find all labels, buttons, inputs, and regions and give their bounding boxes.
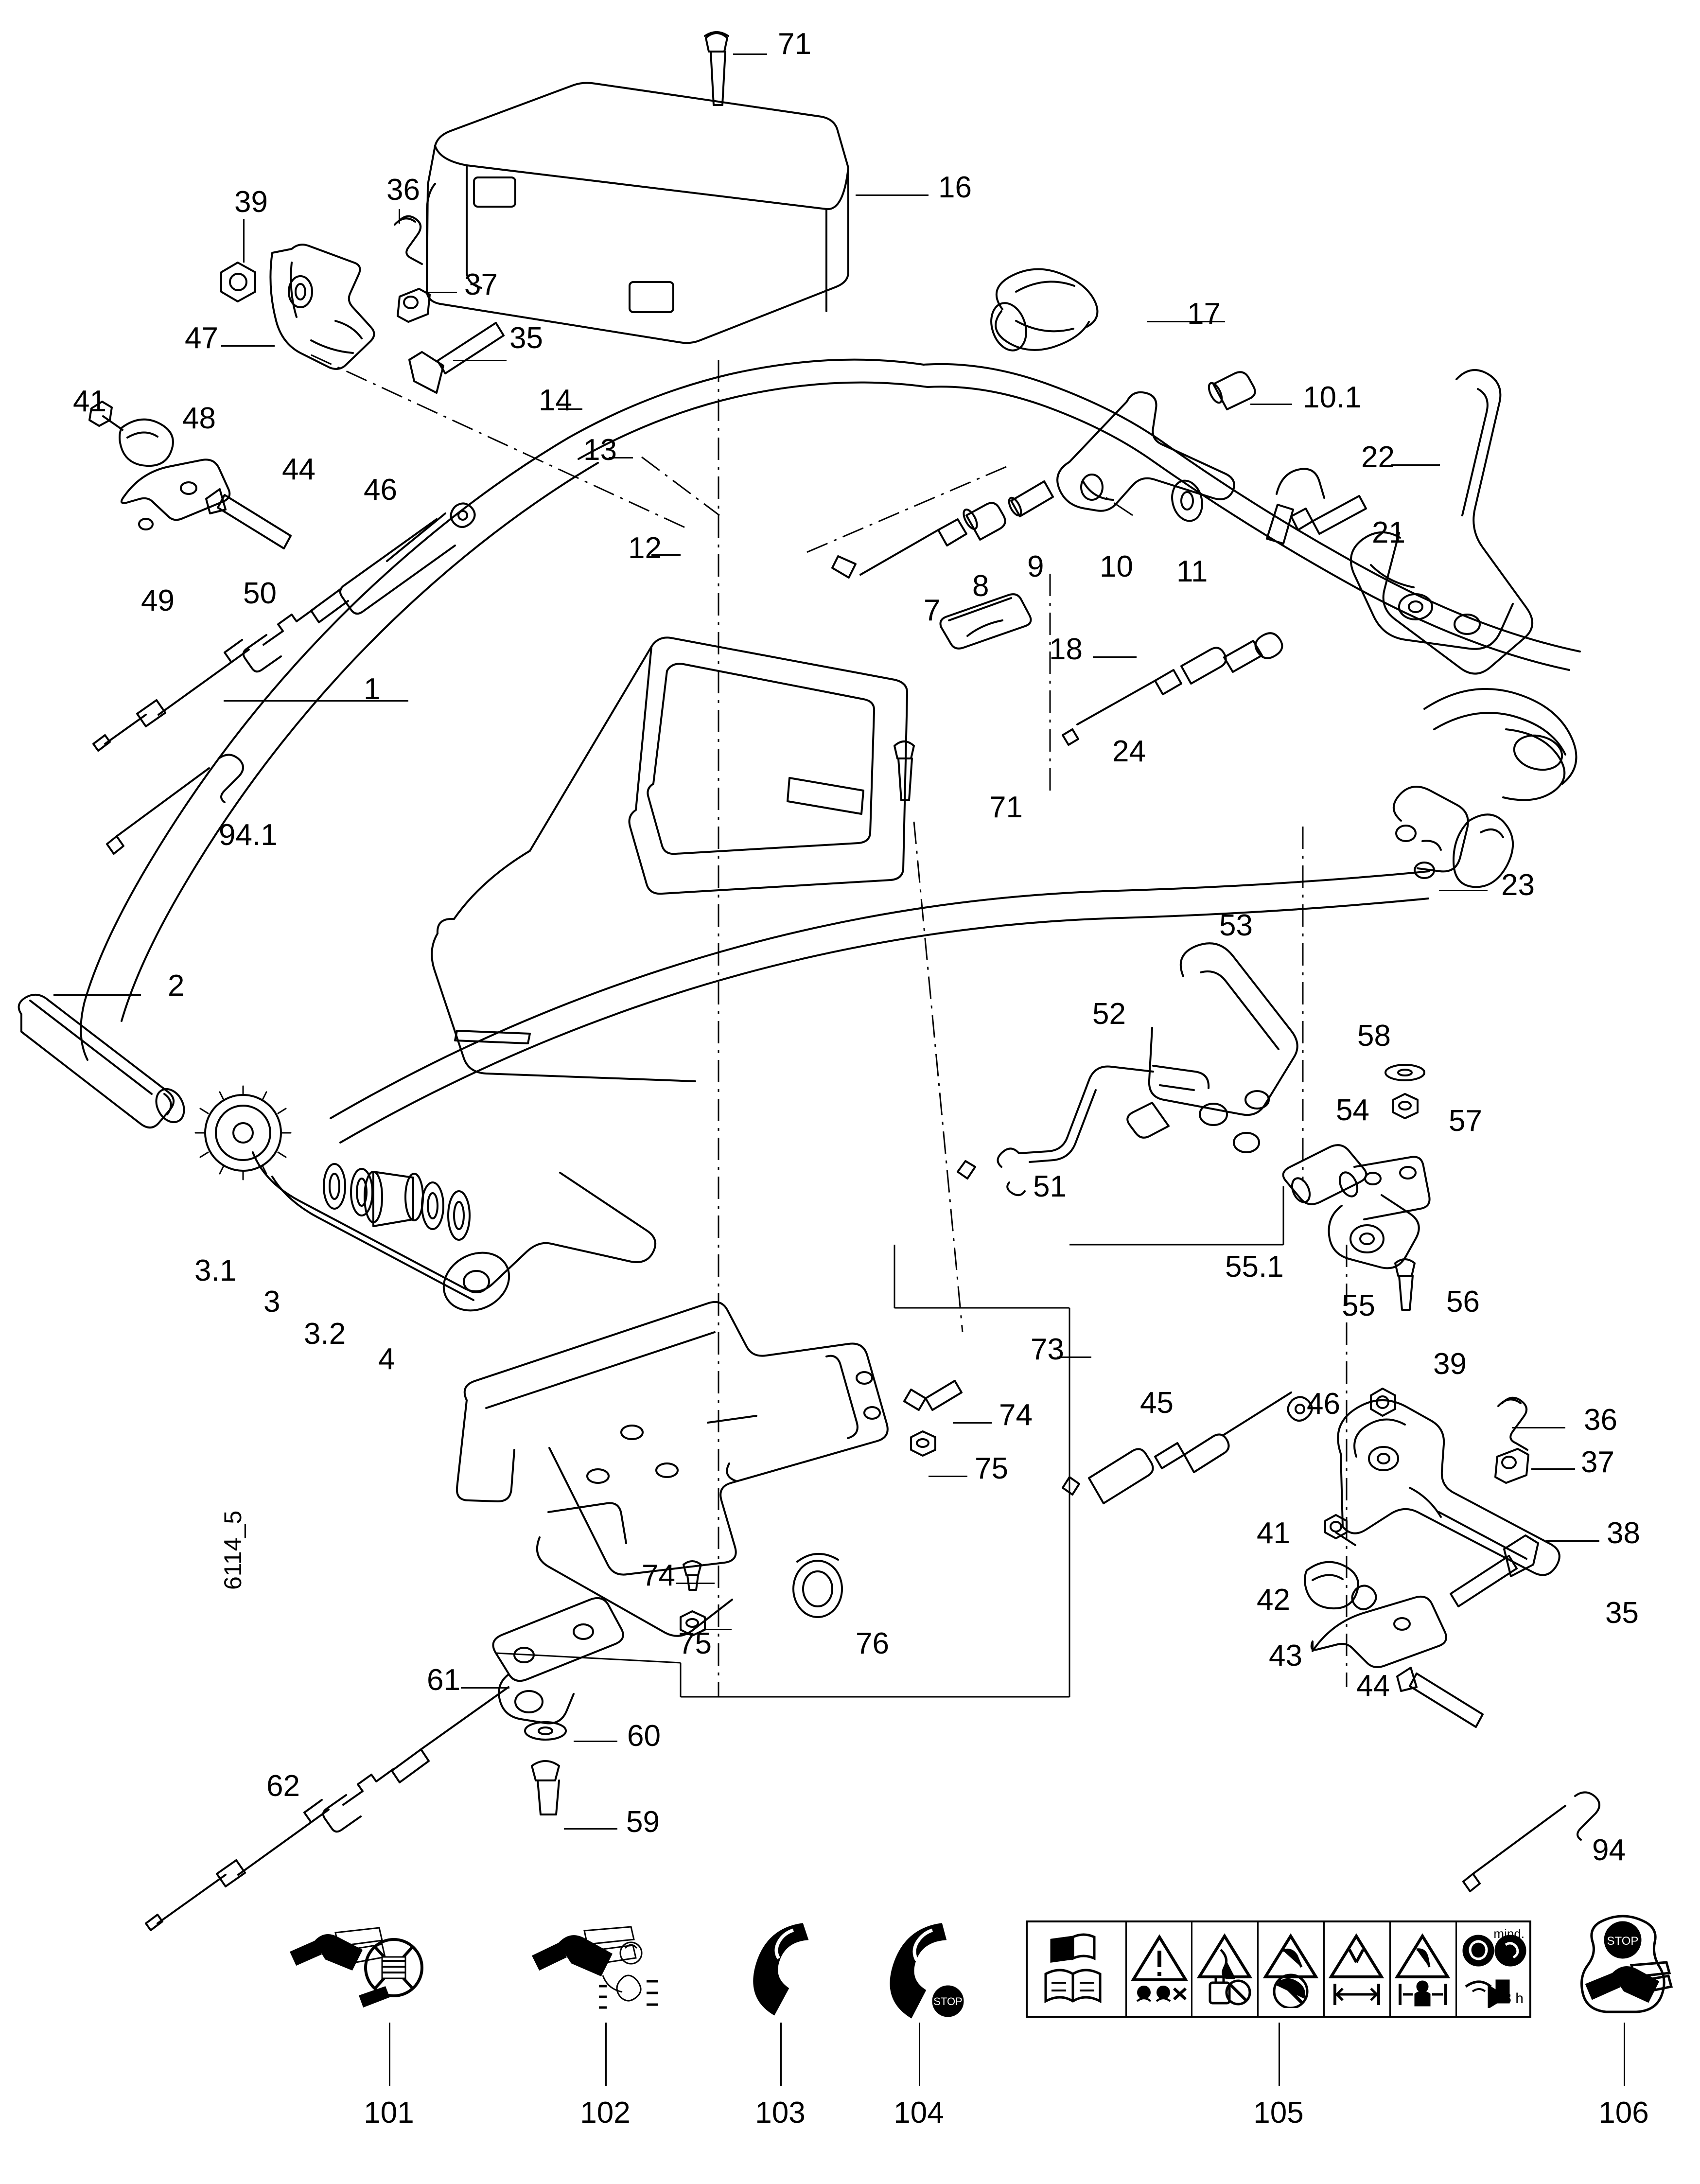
leader-60 <box>574 1741 617 1742</box>
callout-59: 59 <box>626 1805 660 1839</box>
decal-cell-no-hands-blade <box>1259 1922 1325 2016</box>
symbol-104 <box>875 1916 972 2020</box>
leader-symbol-104 <box>919 2023 920 2086</box>
callout-41: 41 <box>73 385 106 418</box>
symbol-106 <box>1570 1911 1677 2023</box>
callout-60: 60 <box>627 1719 661 1753</box>
leader-22 <box>1391 464 1440 466</box>
callout-39: 39 <box>234 185 268 219</box>
stop-word: STOP <box>1607 1935 1639 1948</box>
decal-cell-keep-bystanders-away <box>1127 1922 1193 2016</box>
callout-1: 1 <box>364 672 381 706</box>
symbol-104-label: 104 <box>894 2096 944 2130</box>
callout-39b: 39 <box>1433 1347 1467 1381</box>
leader-10-1 <box>1250 404 1292 405</box>
callout-41b: 41 <box>1257 1516 1290 1550</box>
callout-55-1: 55.1 <box>1225 1250 1284 1284</box>
leader-18 <box>1093 656 1137 658</box>
leader-59 <box>564 1828 617 1830</box>
callout-71-top: 71 <box>778 27 811 61</box>
callout-62: 62 <box>266 1769 300 1803</box>
decal-cell-read-manual <box>1028 1922 1127 2016</box>
decal-note-value: 8 h <box>1503 1990 1524 2007</box>
leader-61 <box>461 1687 509 1689</box>
callout-37: 37 <box>464 268 498 301</box>
callout-35: 35 <box>509 321 543 355</box>
symbol-103-label: 103 <box>755 2096 806 2130</box>
leader-35 <box>453 360 507 361</box>
drawing-id-label: 6114_5 <box>219 1510 246 1590</box>
callout-36b: 36 <box>1584 1403 1617 1437</box>
leader-37b <box>1531 1468 1575 1470</box>
callout-44b: 44 <box>1356 1669 1390 1703</box>
svg-text:STOP: STOP <box>933 1995 963 2008</box>
callout-42: 42 <box>1257 1583 1290 1617</box>
callout-75: 75 <box>975 1452 1008 1485</box>
callout-18: 18 <box>1049 633 1083 666</box>
callout-76: 76 <box>856 1627 889 1660</box>
symbol-103 <box>739 1916 831 2018</box>
callout-50: 50 <box>243 577 277 610</box>
callout-73: 73 <box>1031 1333 1064 1366</box>
callout-49: 49 <box>141 584 175 617</box>
callout-51: 51 <box>1033 1170 1067 1203</box>
leader-16 <box>856 194 929 196</box>
callout-16: 16 <box>938 171 972 204</box>
leader-symbol-105 <box>1279 2023 1280 2086</box>
callout-61: 61 <box>427 1663 460 1697</box>
leader-23 <box>1439 890 1488 891</box>
symbol-105 <box>1026 1920 1531 2018</box>
leader-74b <box>676 1583 715 1584</box>
leader-1 <box>224 700 408 702</box>
leader-36b <box>1512 1427 1565 1428</box>
callout-54: 54 <box>1336 1093 1369 1127</box>
decal-cell-hearing-protection <box>1457 1922 1529 2016</box>
callout-57: 57 <box>1449 1104 1482 1138</box>
callout-21: 21 <box>1372 516 1405 549</box>
leader-75 <box>929 1476 967 1477</box>
symbol-101-label: 101 <box>364 2096 414 2130</box>
callout-55: 55 <box>1342 1289 1375 1322</box>
callout-94-1: 94.1 <box>219 818 278 852</box>
callout-46b: 46 <box>1307 1387 1340 1421</box>
symbol-102-label: 102 <box>580 2096 631 2130</box>
callout-8: 8 <box>972 569 989 603</box>
callout-3: 3 <box>263 1285 280 1319</box>
callout-3-1: 3.1 <box>194 1254 237 1287</box>
callout-37b: 37 <box>1581 1445 1614 1479</box>
leader-2 <box>53 994 141 996</box>
symbol-101 <box>287 1923 433 2013</box>
callout-75b: 75 <box>678 1627 712 1660</box>
callout-38: 38 <box>1607 1516 1640 1550</box>
callout-14: 14 <box>539 384 572 417</box>
callout-9: 9 <box>1027 550 1044 583</box>
callout-74: 74 <box>999 1398 1033 1432</box>
leader-36 <box>399 209 400 224</box>
callout-17: 17 <box>1187 297 1221 331</box>
callout-11: 11 <box>1176 555 1208 588</box>
leader-symbol-103 <box>780 2023 782 2086</box>
callout-22: 22 <box>1361 440 1395 474</box>
callout-10: 10 <box>1100 550 1133 583</box>
leader-47 <box>221 345 275 347</box>
callout-2: 2 <box>168 969 185 1003</box>
callout-94: 94 <box>1592 1833 1626 1867</box>
leader-37 <box>428 292 457 293</box>
callout-74b: 74 <box>642 1559 675 1592</box>
decal-cell-keep-distance <box>1391 1922 1457 2016</box>
callout-36: 36 <box>386 173 420 207</box>
decal-note-text: mind. <box>1493 1926 1525 1941</box>
leader-symbol-106 <box>1624 2023 1625 2086</box>
callout-23: 23 <box>1501 868 1535 902</box>
symbol-106-label: 106 <box>1598 2096 1649 2130</box>
callout-58: 58 <box>1357 1019 1391 1053</box>
callout-12: 12 <box>628 531 662 565</box>
callout-53: 53 <box>1219 909 1253 942</box>
callout-52: 52 <box>1092 997 1126 1031</box>
leader-71 <box>733 53 767 55</box>
callout-7: 7 <box>924 594 941 627</box>
leader-symbol-102 <box>605 2023 607 2086</box>
leader-39 <box>243 219 245 263</box>
leader-74 <box>953 1422 992 1424</box>
callout-35b: 35 <box>1605 1596 1639 1630</box>
symbol-105-label: 105 <box>1253 2096 1304 2130</box>
callout-3-2: 3.2 <box>304 1317 346 1351</box>
callout-43: 43 <box>1269 1639 1302 1673</box>
callout-46: 46 <box>364 473 397 507</box>
callout-56: 56 <box>1446 1285 1480 1319</box>
symbol-102 <box>530 1923 666 2013</box>
callout-48: 48 <box>182 402 216 435</box>
decal-cell-no-open-flame <box>1192 1922 1259 2016</box>
callout-24: 24 <box>1112 735 1146 768</box>
callout-47: 47 <box>185 321 218 355</box>
leader-38 <box>1546 1540 1599 1542</box>
leader-symbol-101 <box>389 2023 390 2086</box>
callout-4: 4 <box>378 1342 395 1376</box>
callout-44: 44 <box>282 453 315 486</box>
decal-cell-stop-engine-remove-plug <box>1325 1922 1391 2016</box>
callout-71-mid: 71 <box>989 791 1023 824</box>
callout-45: 45 <box>1140 1386 1174 1420</box>
callout-10-1: 10.1 <box>1303 381 1362 414</box>
callout-13: 13 <box>583 433 617 467</box>
